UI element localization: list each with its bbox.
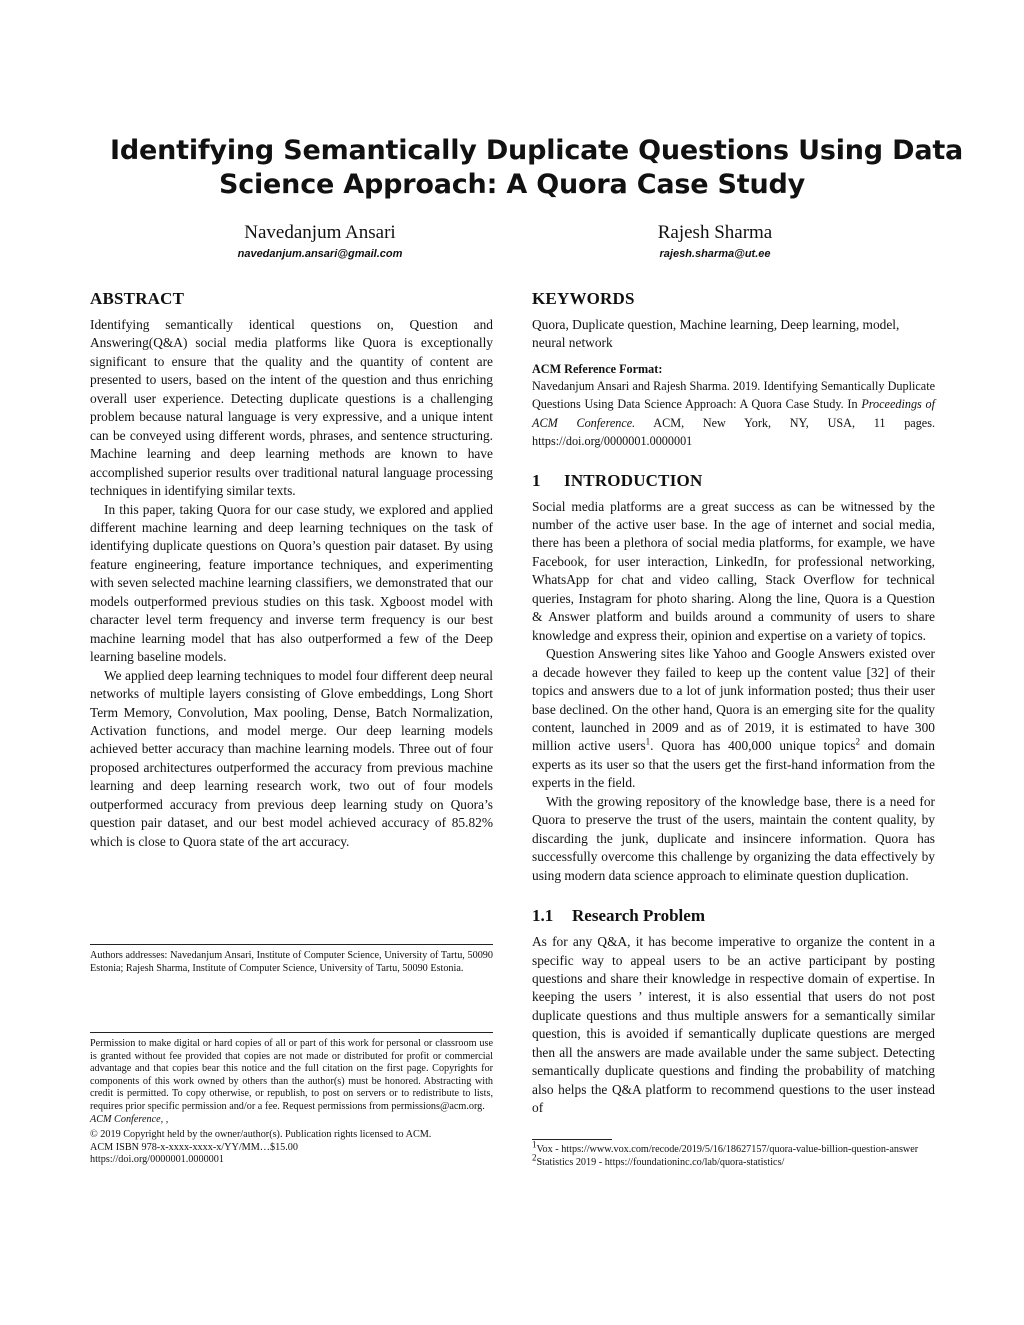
intro-paragraph-3: With the growing repository of the knowledge base, there is a need for Quora to preserve the trust of the users, maintain the content quality, by discarding the junk, duplicate and insincere information. Quora has successfully overcome this challenge by organizing the data effectively by using modern data science approach to eliminate question duplication. xyxy=(532,793,935,883)
author-1-name: Navedanjum Ansari xyxy=(244,222,396,243)
footnote-2 xyxy=(532,1152,935,1170)
permission-rule xyxy=(90,1032,493,1033)
footnote-short-rule xyxy=(532,1139,612,1140)
copyright-notice: © 2019 Copyright held by the owner/author(s). Publication rights licensed to ACM. xyxy=(90,1129,432,1141)
footnote-2-text[interactable]: Statistics 2019 - https://foundationinc.co/lab/quora-statistics/ xyxy=(536,1156,785,1168)
intro-paragraph-2-part-b: . Quora has 400,000 unique topics xyxy=(650,738,856,754)
doi-link[interactable]: https://doi.org/0000001.0000001 xyxy=(90,1154,224,1166)
permission-block xyxy=(90,1032,493,1167)
left-column xyxy=(90,288,493,851)
research-paragraph-1: As for any Q&A, it has become imperative to organize the content in a specific way to appeal users to be an active participant by posting questions and share their knowledge in respective domain of expertise. In keeping the users ’ interest, it is also essential that users do not post duplicate questions and thus multiple answers for a semantically similar question, this is avoided if semantically duplicate questions are merged then all the answers are made available under the same subject. Detecting semantically duplicate questions and finding the probability of matching also helps the Q&A platform to recommend questions to the user instead of xyxy=(532,934,935,1116)
acm-reference-proceedings: Proceedings of ACM Conference. xyxy=(532,397,935,430)
acm-reference-heading: ACM Reference Format: xyxy=(532,361,663,376)
research-problem-title: Research Problem xyxy=(572,906,705,926)
author-1-email[interactable]: navedanjum.ansari@gmail.com xyxy=(237,248,403,260)
permission-text: Permission to make digital or hard copies of all or part of this work for personal or classroom use is granted without fee provided that copies are not made or distributed for profit or commercial advantage and that copies bear this notice and the full citation on the first page. Copyrights for components of this work owned by others than the author(s) must be honored. Abstracting with credit is permitted. To copy otherwise, or republish, to post on servers or to redistribute to lists, requires prior specific permission and/or a fee. Request permissions from permissions@acm.org. xyxy=(90,1038,493,1112)
introduction-heading xyxy=(532,470,935,492)
intro-paragraph-2-part-c: and domain experts as its user so that the users get the first-hand information from the experts in the field. xyxy=(532,738,936,791)
right-footnotes xyxy=(532,1139,935,1169)
footnote-2-mark: 2 xyxy=(532,1152,537,1163)
footnote-rule xyxy=(90,944,493,945)
abstract-paragraph-1: Identifying semantically identical questions on, Question and Answering(Q&A) social media platforms like Quora is exceptionally significant to ensure that the quality and the quantity of content are presented to users, based on the intent of the question and thus enriching overall user experience. Detecting duplicate questions is a challenging problem because natural language is very expressive, and a unique intent can be conveyed using different words, phrases, and sentence structuring. Machine learning and deep learning methods are known to have accomplished superior results over traditional natural language processing techniques in identifying similar texts. xyxy=(90,317,493,499)
footnote-ref-2[interactable]: 2 xyxy=(855,736,861,747)
research-problem-heading xyxy=(532,905,935,927)
acm-reference-text xyxy=(532,377,935,451)
author-2-name: Rajesh Sharma xyxy=(657,222,773,243)
authors-addresses-footnote xyxy=(90,944,493,975)
author-2-email[interactable]: rajesh.sharma@ut.ee xyxy=(659,248,771,260)
footnote-1-mark: 1 xyxy=(532,1139,537,1150)
author-2 xyxy=(600,222,830,261)
footnote-1-text[interactable]: Vox - https://www.vox.com/recode/2019/5/16/18627157/quora-value-billion-question-answer xyxy=(536,1144,919,1155)
footnote-ref-1[interactable]: 1 xyxy=(645,736,651,747)
introduction-title: INTRODUCTION xyxy=(564,470,703,490)
abstract-heading: ABSTRACT xyxy=(90,289,185,308)
title-line-1: Identifying Semantically Duplicate Questions Using Data xyxy=(110,135,964,166)
keywords-heading: KEYWORDS xyxy=(532,289,635,308)
acm-reference-citation: Navedanjum Ansari and Rajesh Sharma. 2019. Identifying Semantically Duplicate Questions Using Data Science Approach: A Quora Case Study. In xyxy=(532,378,935,412)
footnote-1 xyxy=(532,1139,935,1157)
acm-reference-details: ACM, New York, NY, USA, 11 pages. https://doi.org/0000001.0000001 xyxy=(532,415,935,449)
intro-paragraph-1: Social media platforms are a great success as can be witnessed by the number of the active user base. In the age of internet and social media, there has been a plethora of social media platforms, for example, we have Facebook, for user interaction, LinkedIn, for professional networking, WhatsApp for chat and video calling, Stack Overflow for technical queries, Instagram for photo sharing. Along the line, Quora is a Question & Answer platform and builds around a community of users to share knowledge and express their, opinion and expertise on a variety of topics. xyxy=(532,498,935,643)
author-1 xyxy=(190,222,450,261)
right-column xyxy=(532,288,935,1118)
abstract-paragraph-2: In this paper, taking Quora for our case study, we explored and applied different machine learning and deep learning techniques on the task of identifying duplicate questions on Quora’s question pair dataset. By using feature engineering, feature importance techniques, and experimenting with seven selected machine learning classifiers, we demonstrated that our models outperformed previous studies on this task. Xgboost model with character level term frequency and inverse term frequency is our best machine learning model that has also outperformed a few of the Deep learning baseline models. xyxy=(90,501,493,665)
intro-paragraph-2-part-a: Question Answering sites like Yahoo and Google Answers existed over a decade however they failed to keep up the content value [32] of their topics and answers due to a lot of junk information posted; thus their user base declined. On the other hand, Quora is an emerging site for the quality content, launched in 2009 and as of 2019, it is estimated to have 300 million active users xyxy=(532,646,935,754)
paper-title xyxy=(110,134,964,202)
abstract-paragraph-3: We applied deep learning techniques to model four different deep neural networks of multiple layers consisting of Glove embeddings, Long Short Term Memory, Convolution, Max pooling, Dense, Batch Normalization, Activation functions, and model merge. Our deep learning models achieved better accuracy than machine learning models. Three out of four proposed architectures outperformed the accuracy from previous machine learning and deep learning research work, two out of four models outperformed accuracy from previous deep learning study on Quora’s question pair dataset, and our best model achieved accuracy of 85.82% which is close to Quora state of the art accuracy. xyxy=(90,667,493,849)
introduction-number: 1 xyxy=(532,470,541,490)
isbn: ACM ISBN 978-x-xxxx-xxxx-x/YY/MM…$15.00 xyxy=(90,1141,298,1153)
authors-addresses: Authors addresses: Navedanjum Ansari, Institute of Computer Science, University of Tartu, 50090 Estonia; Rajesh Sharma, Institute of Computer Science, University of Tartu, 50090 Estonia. xyxy=(90,950,493,974)
keywords-text: Quora, Duplicate question, Machine learning, Deep learning, model, neural network xyxy=(532,317,900,351)
title-line-2: Science Approach: A Quora Case Study xyxy=(218,169,806,200)
conference-name: ACM Conference, , xyxy=(90,1113,169,1125)
intro-paragraph-2 xyxy=(532,645,935,793)
research-problem-number: 1.1 xyxy=(532,906,554,926)
